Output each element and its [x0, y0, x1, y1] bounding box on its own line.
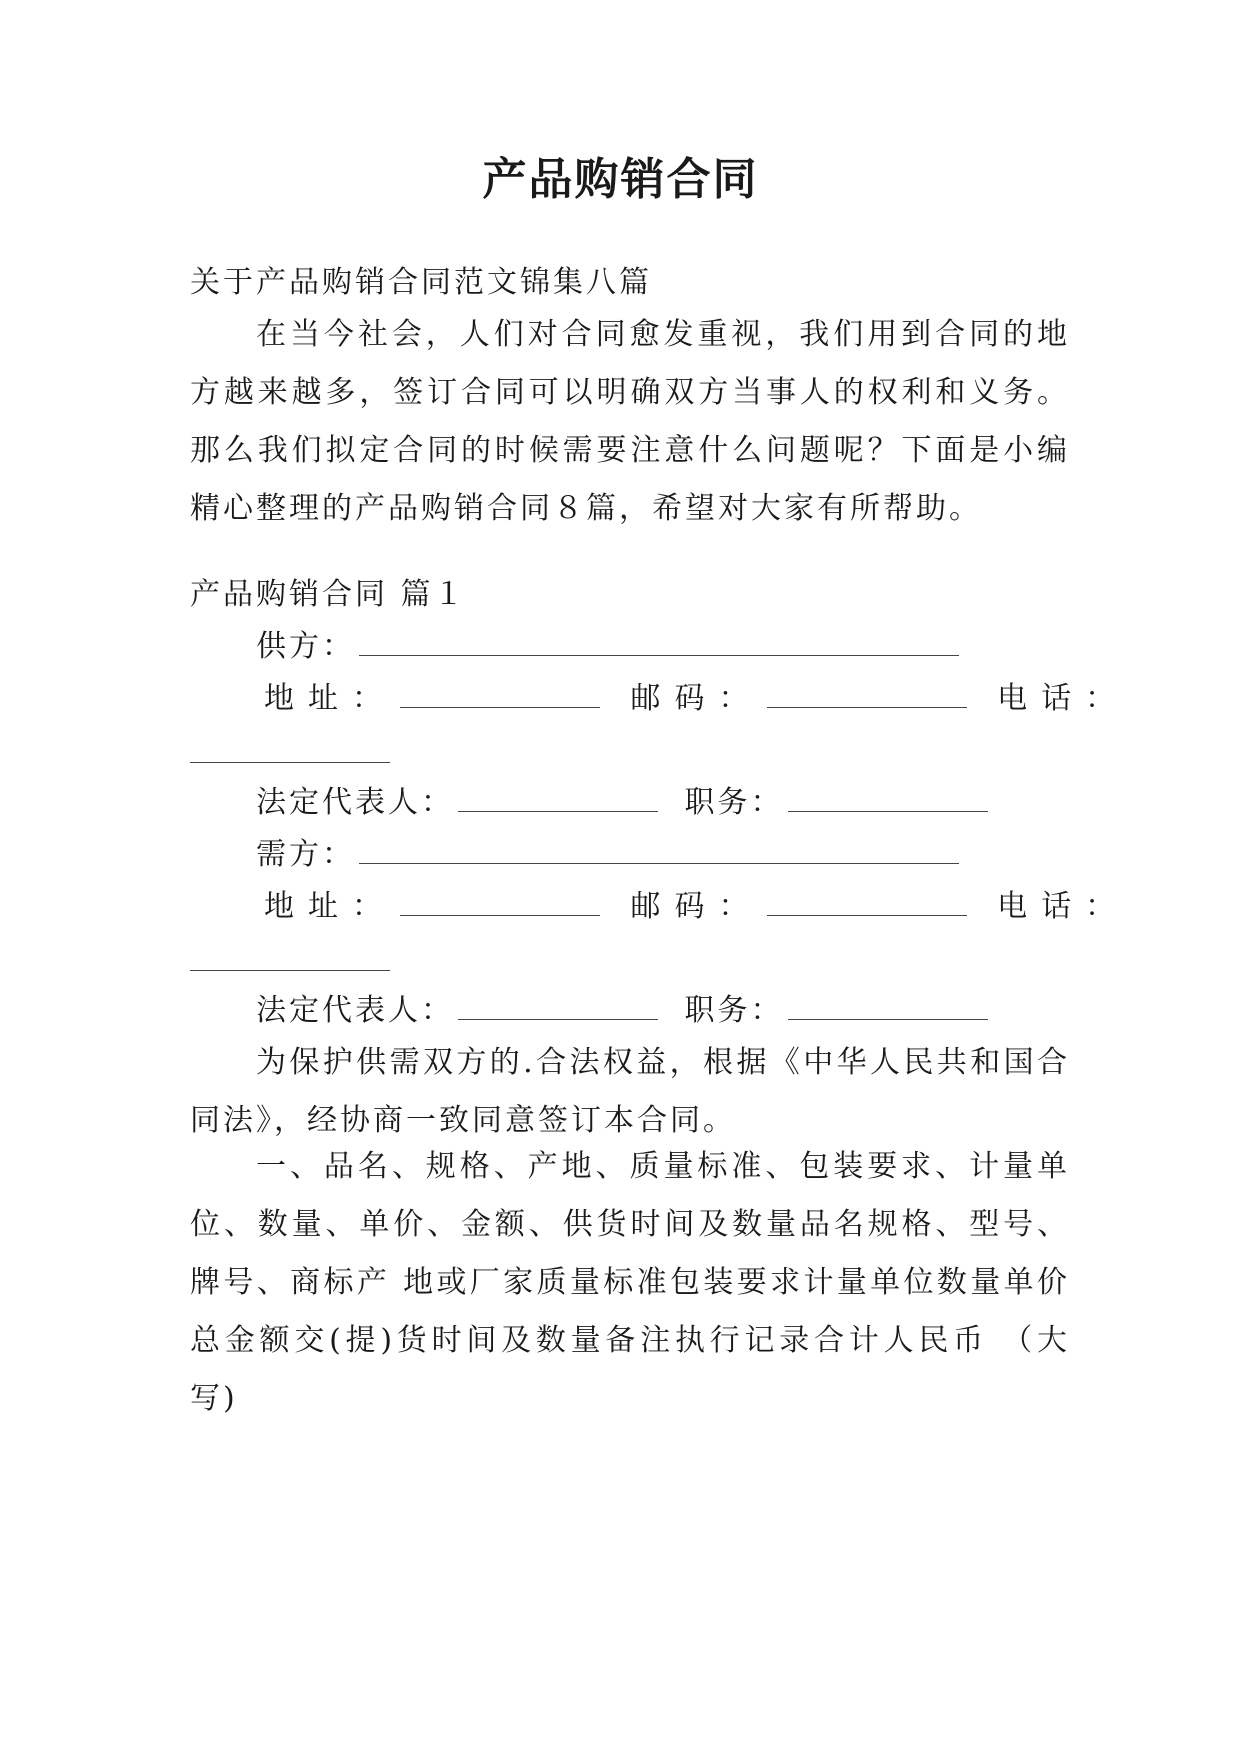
buyer-row — [256, 826, 959, 884]
document-subtitle: 关于产品购销合同范文锦集八篇 — [190, 265, 652, 300]
supplier-row — [256, 618, 959, 676]
supplier-position-blank[interactable] — [788, 777, 988, 812]
buyer-phone-blank[interactable] — [190, 970, 390, 971]
buyer-postcode-blank[interactable] — [767, 881, 967, 916]
section-heading: 产品购销合同 篇１ — [190, 577, 467, 612]
buyer-rep-row — [256, 982, 988, 1040]
intro-paragraph: 在当今社会，人们对合同愈发重视，我们用到合同的地方越来越多，签订合同可以明确双方当事人的权利和义务。那么我们拟定合同的时候需要注意什么问题呢？下面是小编精心整理的产品购销合同８篇，希望对大家有所帮助。 — [190, 317, 1070, 526]
supplier-rep-row — [256, 774, 988, 832]
buyer-address-label: 地址： — [264, 889, 396, 924]
buyer-legal-rep-label: 法定代表人： — [256, 993, 454, 1028]
supplier-legal-rep-blank[interactable] — [458, 777, 658, 812]
buyer-contact-row — [264, 878, 1129, 936]
supplier-legal-rep-label: 法定代表人： — [256, 785, 454, 820]
clause-1-paragraph: 一、品名、规格、产地、质量标准、包装要求、计量单位、数量、单价、金额、供货时间及数量品名规格、型号、牌号、商标产 地或厂家质量标准包装要求计量单位数量单价总金额交(提)货时间及数量备注执行记录合计人民币 （大写) — [190, 1149, 1070, 1416]
supplier-postcode-blank[interactable] — [767, 673, 967, 708]
supplier-postcode-label: 邮码： — [630, 681, 763, 716]
document-title: 产品购销合同 — [482, 154, 759, 205]
buyer-phone-label: 电话： — [997, 889, 1130, 924]
supplier-phone-blank[interactable] — [190, 762, 390, 763]
buyer-legal-rep-blank[interactable] — [458, 985, 658, 1020]
supplier-contact-row — [264, 670, 1129, 728]
supplier-address-label: 地址： — [264, 681, 396, 716]
supplier-position-label: 职务： — [684, 785, 784, 820]
buyer-position-blank[interactable] — [788, 985, 988, 1020]
supplier-phone-label: 电话： — [997, 681, 1130, 716]
buyer-postcode-label: 邮码： — [630, 889, 763, 924]
buyer-blank[interactable] — [359, 829, 959, 864]
purpose-paragraph: 为保护供需双方的.合法权益，根据《中华人民共和国合同法》，经协商一致同意签订本合同。 — [190, 1045, 1070, 1138]
buyer-position-label: 职务： — [684, 993, 784, 1028]
supplier-blank[interactable] — [359, 621, 959, 656]
supplier-label: 供方： — [256, 629, 355, 664]
buyer-label: 需方： — [256, 837, 355, 872]
buyer-address-blank[interactable] — [400, 881, 600, 916]
supplier-address-blank[interactable] — [400, 673, 600, 708]
